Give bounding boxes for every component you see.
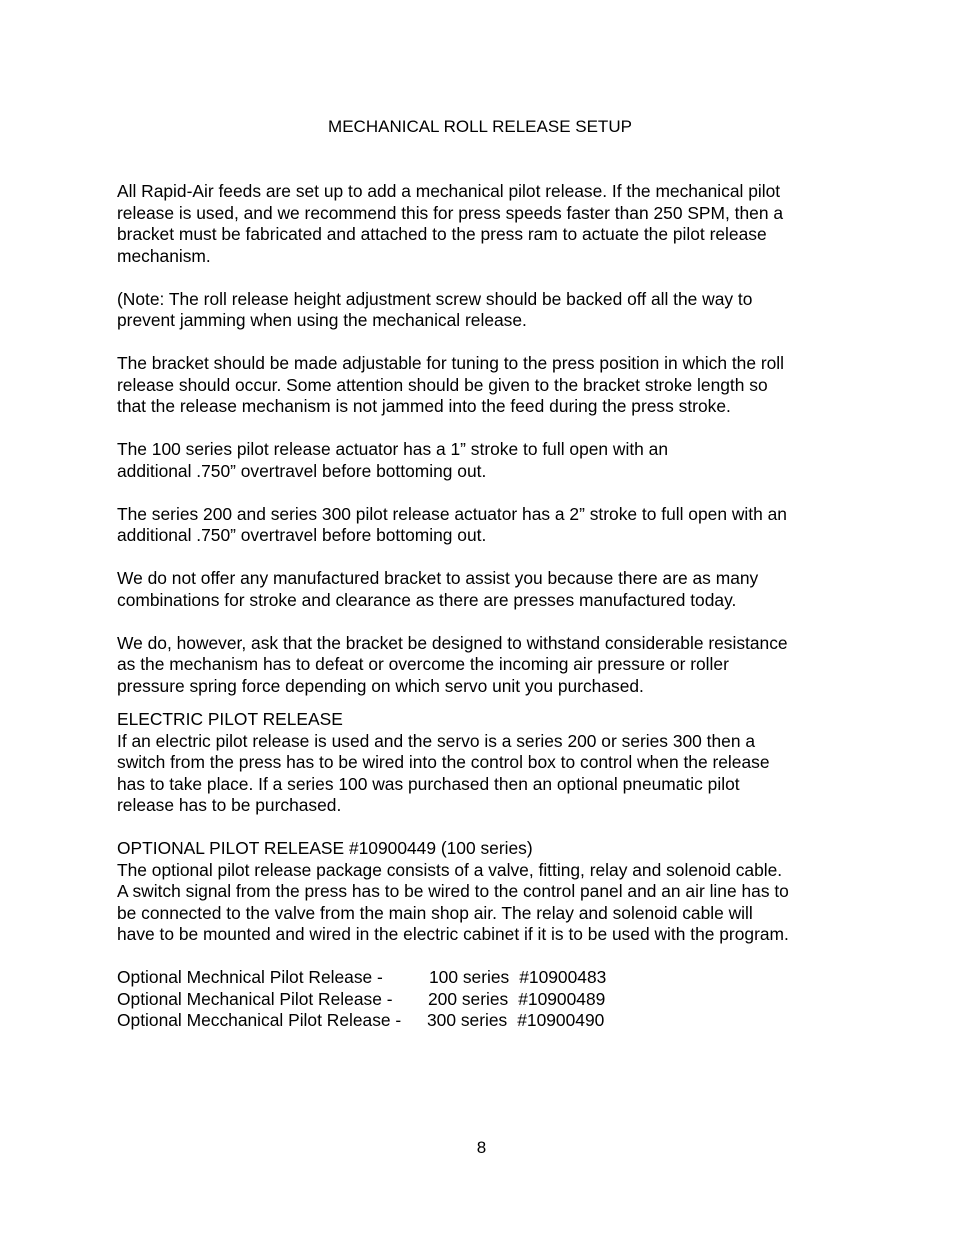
paragraph-resistance (117, 633, 857, 698)
text-line: We do, however, ask that the bracket be designed to withstand considerable resistance (117, 632, 788, 653)
section-optional-pilot-release (117, 838, 857, 946)
option-part-number: #10900489 (518, 988, 606, 1009)
text-line: If an electric pilot release is used and the servo is a series 200 or series 300 then a (117, 730, 756, 751)
option-series: 200 series (428, 988, 509, 1009)
option-series: 300 series (427, 1010, 508, 1030)
page-title: MECHANICAL ROLL RELEASE SETUP (328, 117, 632, 136)
paragraph-100-series (117, 439, 857, 482)
list-item (117, 989, 857, 1011)
text-line: The bracket should be made adjustable for tuning to the press position in which the roll (117, 353, 785, 373)
text-line: release is used, and we recommend this for press speeds faster than 250 SPM, then a (117, 202, 784, 223)
text-line: as the mechanism has to defeat or overcome the incoming air pressure or roller (117, 654, 729, 674)
paragraph-intro (117, 181, 857, 267)
option-series: 100 series (429, 967, 510, 987)
option-label: Optional Mecchanical Pilot Release - (117, 1010, 402, 1030)
text-line: combinations for stroke and clearance as there are presses manufactured today. (117, 589, 737, 610)
text-line: additional .750” overtravel before bottoming out. (117, 525, 487, 545)
text-line: prevent jamming when using the mechanical release. (117, 310, 527, 330)
paragraph-200-300-series (117, 504, 857, 547)
text-line: bracket must be fabricated and attached to the press ram to actuate the pilot release (117, 224, 767, 244)
text-line: mechanism. (117, 245, 211, 266)
text-line: A switch signal from the press has to be wired to the control panel and an air line has to (117, 881, 789, 901)
text-line: switch from the press has to be wired into the control box to control when the release (117, 752, 770, 772)
page-number: 8 (476, 1138, 487, 1157)
document-body (117, 181, 857, 1032)
section-electric-pilot-release (117, 709, 857, 817)
text-line: We do not offer any manufactured bracket to assist you because there are as many (117, 568, 759, 588)
paragraph-no-bracket (117, 568, 857, 611)
text-line: be connected to the valve from the main shop air. The relay and solenoid cable will (117, 902, 753, 923)
option-part-number: #10900490 (517, 1010, 605, 1030)
text-line: The series 200 and series 300 pilot release actuator has a 2” stroke to full open with an (117, 503, 787, 524)
text-line: All Rapid-Air feeds are set up to add a mechanical pilot release. If the mechanical pilot (117, 181, 781, 201)
paragraph-bracket (117, 353, 857, 418)
text-line: (Note: The roll release height adjustment screw should be backed off all the way to (117, 288, 753, 309)
text-line: release should occur. Some attention should be given to the bracket stroke length so (117, 374, 768, 395)
option-label: Optional Mechnical Pilot Release - (117, 967, 383, 987)
section-heading: OPTIONAL PILOT RELEASE #10900449 (100 series) (117, 838, 533, 858)
option-label: Optional Mechanical Pilot Release - (117, 988, 393, 1009)
text-line: The 100 series pilot release actuator has a 1” stroke to full open with an (117, 439, 669, 459)
option-part-number: #10900483 (519, 967, 607, 987)
text-line: The optional pilot release package consists of a valve, fitting, relay and solenoid cable. (117, 859, 783, 880)
options-list (117, 967, 857, 1032)
text-line: release has to be purchased. (117, 795, 342, 815)
text-line: that the release mechanism is not jammed into the feed during the press stroke. (117, 396, 731, 416)
text-line: pressure spring force depending on which servo unit you purchased. (117, 675, 644, 696)
section-heading: ELECTRIC PILOT RELEASE (117, 709, 343, 729)
list-item (117, 1010, 857, 1032)
text-line: has to take place. If a series 100 was purchased then an optional pneumatic pilot (117, 773, 740, 794)
paragraph-note (117, 289, 857, 332)
text-line: have to be mounted and wired in the electric cabinet if it is to be used with the program. (117, 924, 789, 944)
list-item (117, 967, 857, 989)
text-line: additional .750” overtravel before bottoming out. (117, 460, 487, 481)
